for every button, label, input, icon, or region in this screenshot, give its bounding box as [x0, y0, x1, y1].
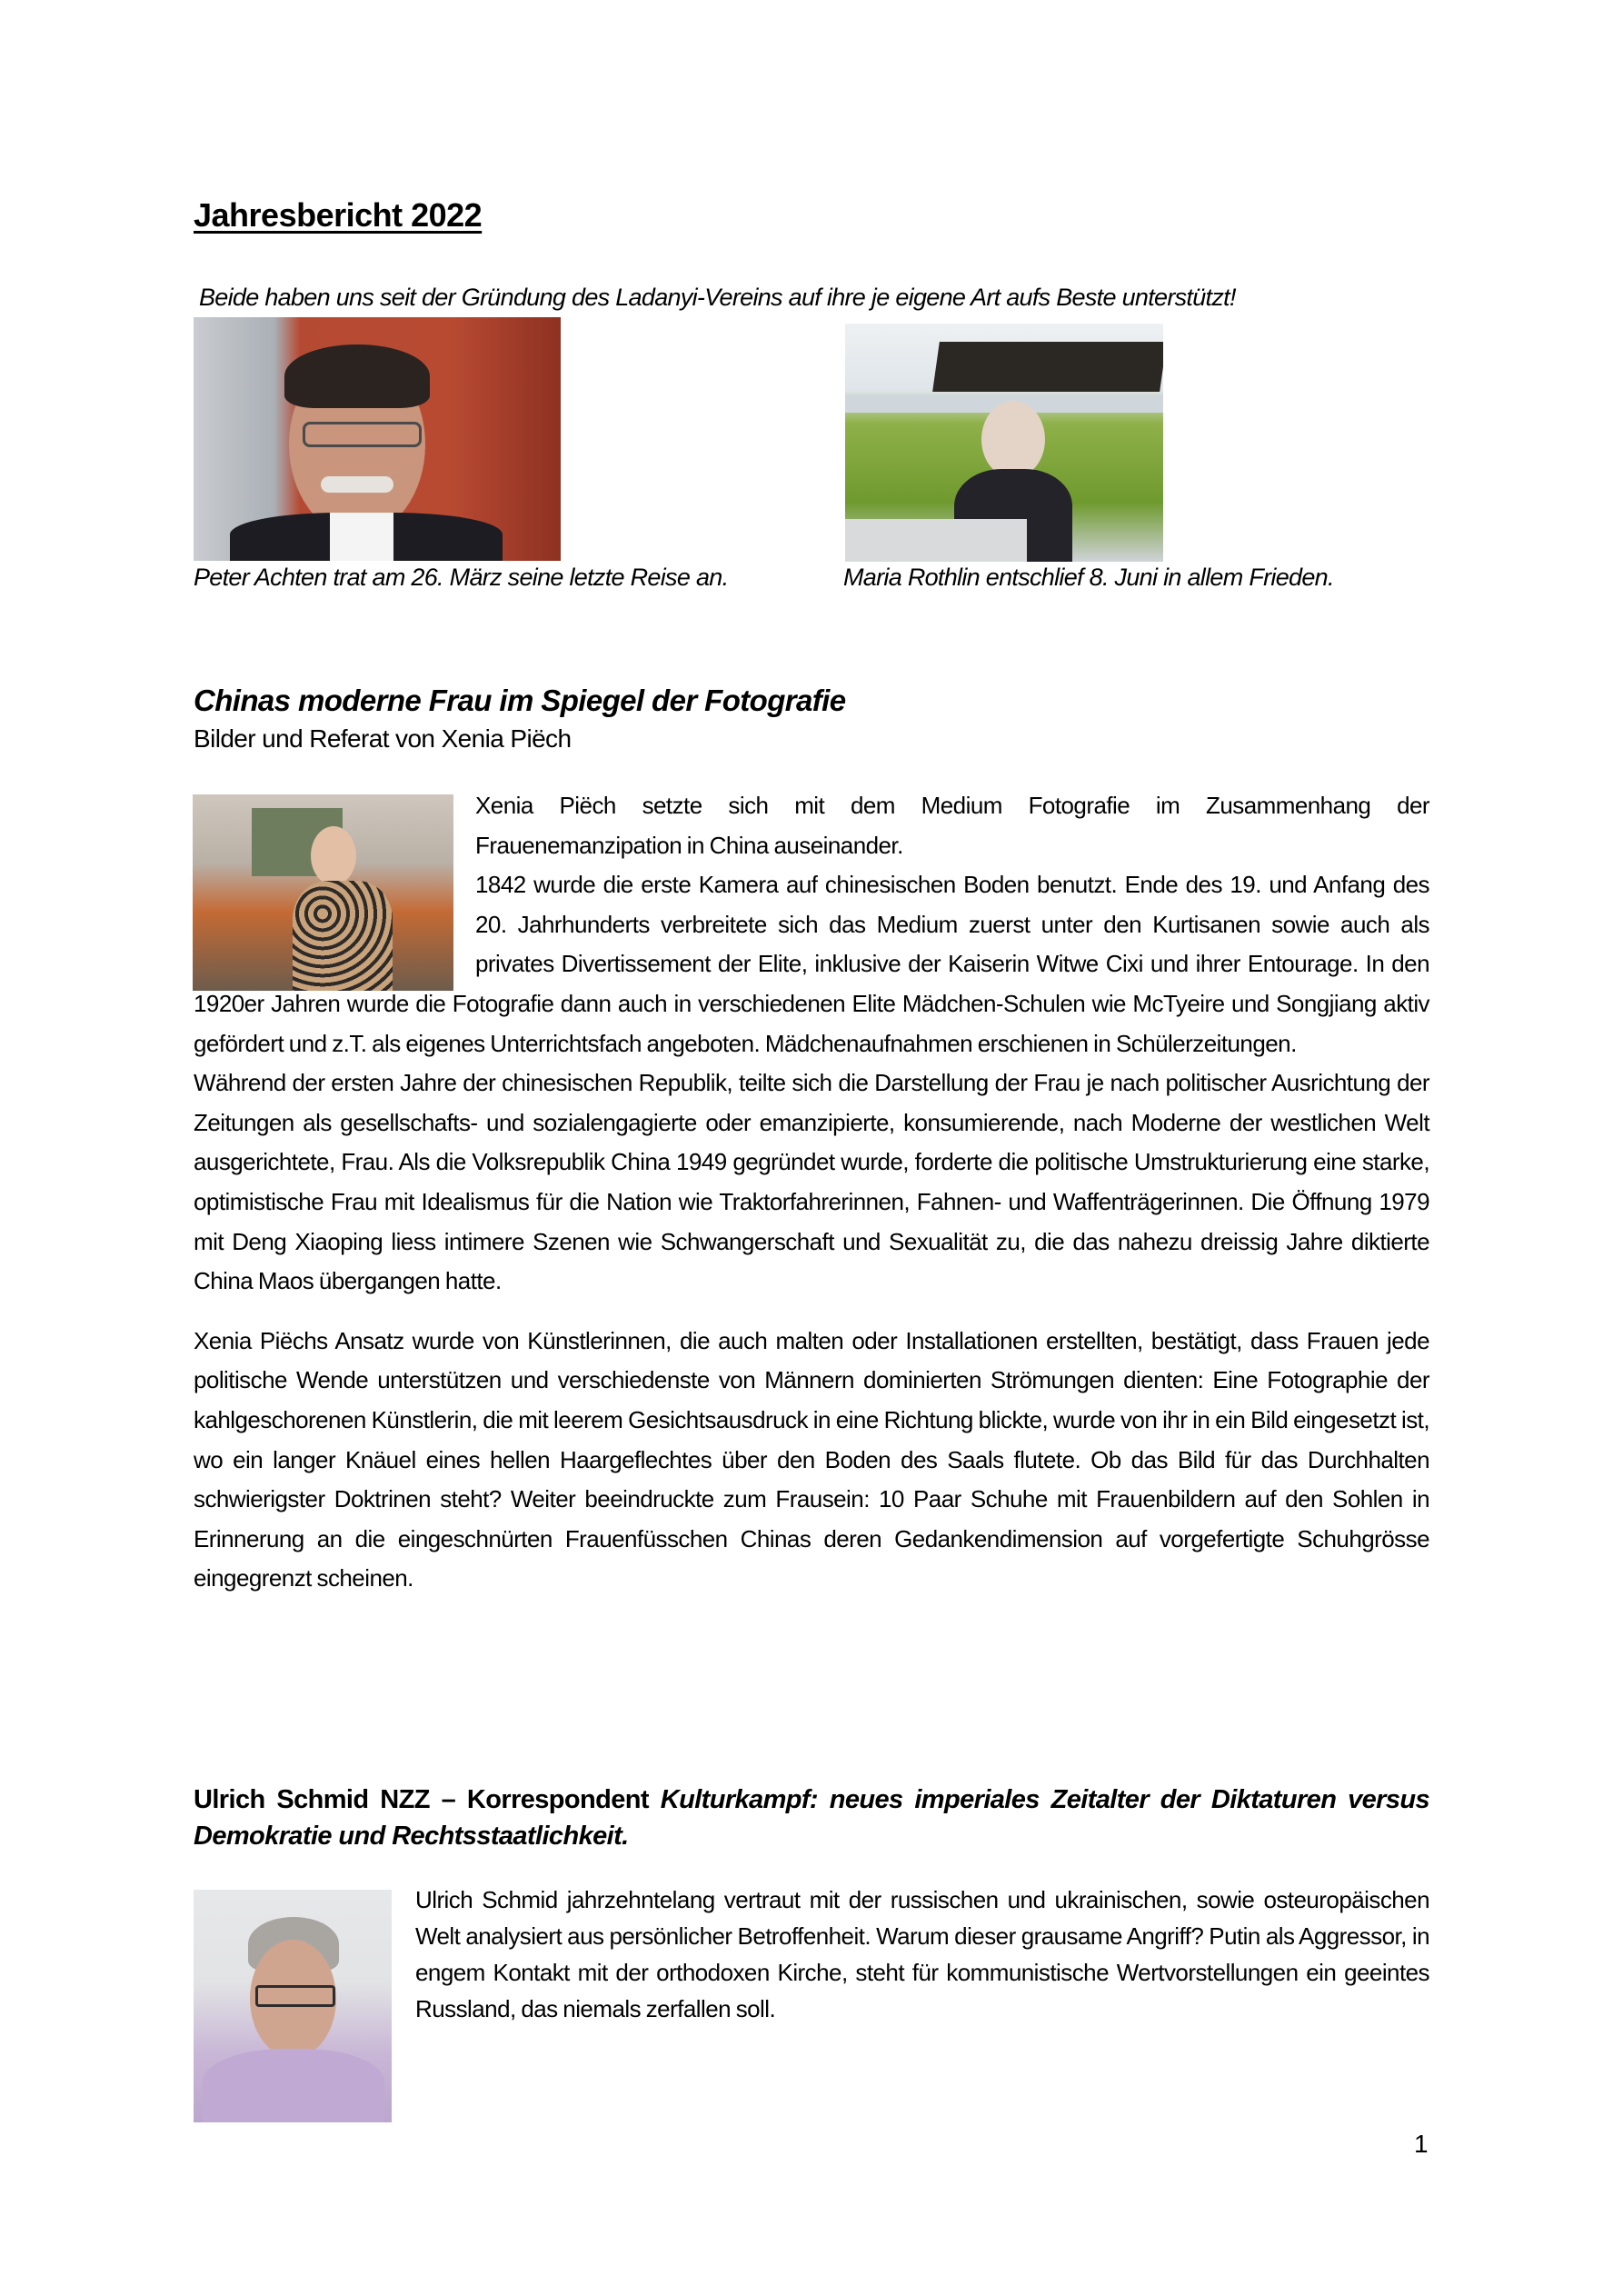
section-heading-china: Chinas moderne Frau im Spiegel der Fotografie	[194, 684, 846, 717]
section-body-ulrich	[415, 1882, 1429, 2027]
pavilion-roof-shape	[932, 342, 1163, 392]
heading-topic: Kulturkampf: neues imperiales Zeitalter der Diktaturen versus Demokratie und Rechtsstaatlichkeit.	[194, 1785, 1429, 1851]
paragraph: Ulrich Schmid jahrzehntelang vertraut mit der russischen und ukrainischen, sowie osteuropäischen Welt analysiert aus persönlicher Betroffenheit. Warum dieser grausame Angriff? Putin als Aggressor, in engem Kontakt mit der orthodoxen Kirche, steht für kommunistische Wertvorstellungen ein geeintes Russland, das niemals zerfallen soll.	[415, 1886, 1429, 2022]
glasses-shape	[303, 422, 422, 447]
moustache-shape	[321, 476, 393, 493]
glasses-shape	[255, 1985, 335, 2007]
paragraph: Während der ersten Jahre der chinesischen Republik, teilte sich die Darstellung der Frau je nach politischer Ausrichtung der Zeitungen als gesellschafts- und sozialengagierte oder emanzipierte, konsumierende, nach Moderne der westlichen Welt ausgerichtete, Frau. Als die Volksrepublik China 1949 gegründet wurde, forderte die politische Umstrukturierung eine starke, optimistische Frau mit Idealismus für die Nation wie Traktorfahrerinnen, Fahnen- und Waffenträgerinnen. Die Öffnung 1979 mit Deng Xiaoping liess intimere Szenen wie Schwangerschaft und Sexualität zu, die das nahezu dreissig Jahre diktierte China Maos übergangen hatte.	[194, 1069, 1429, 1295]
caption-maria-rothlin: Maria Rothlin entschlief 8. Juni in allem Frieden.	[843, 564, 1334, 591]
paragraph: 1842 wurde die erste Kamera auf chinesischen Boden benutzt. Ende des 19. und Anfang des 20. Jahrhunderts verbreitete sich das Medium zuerst unter den Kurtisanen sowie auch als privates Divertissement der Elite, inklusive der Kaiserin Witwe Cixi und ihrer Entourage. In den 1920er Jahren wurde die Fotografie dann auch in verschiedenen Elite Mädchen-Schulen wie McTyeire und Songjiang aktiv gefördert und z.T. als eigenes Unterrichtsfach angeboten. Mädchenaufnahmen erschienen in Schülerzeitungen.	[194, 871, 1429, 1057]
memorial-intro: Beide haben uns seit der Gründung des Ladanyi-Vereins auf ihre je eigene Art aufs Beste unterstützt!	[199, 284, 1236, 311]
photo-ulrich-schmid	[194, 1890, 392, 2122]
shirt-shape	[203, 2049, 384, 2122]
section-subheading-china: Bilder und Referat von Xenia Piëch	[194, 724, 572, 753]
table-shape	[845, 519, 1027, 562]
paragraph: Xenia Piëchs Ansatz wurde von Künstlerinnen, die auch malten oder Installationen erstellten, bestätigt, dass Frauen jede politische Wende unterstützen und verschiedenste von Männern dominierten Strömungen dienten: Eine Fotographie der kahlgeschorenen Künstlerin, die mit leerem Gesichtsausdruck in eine Richtung blickte, wurde von ihr in ein Bild eingesetzt ist, wo ein langer Knäuel eines hellen Haargeflechtes über den Boden des Saals flutete. Ob das Bild für das Durchhalten schwierigster Doktrinen steht? Weiter beeindruckte zum Frausein: 10 Paar Schuhe mit Frauenbildern auf den Sohlen in Erinnerung an die eingeschnürten Frauenfüsschen Chinas deren Gedankendimension auf vorgefertigte Schuhgrösse eingegrenzt scheinen.	[194, 1326, 1429, 1592]
caption-peter-achten: Peter Achten trat am 26. März seine letzte Reise an.	[194, 564, 729, 591]
photo-float-spacer	[194, 786, 475, 982]
section-heading-ulrich	[194, 1782, 1429, 1854]
page-number: 1	[1414, 2130, 1429, 2158]
paragraph: Xenia Piëch setzte sich mit dem Medium Fotografie im Zusammenhang der Frauenemanzipation in China auseinander.	[475, 792, 1429, 859]
photo-peter-achten	[194, 317, 561, 561]
shirt-shape	[330, 513, 393, 561]
section-body-china	[194, 786, 1429, 1599]
face-shape	[981, 401, 1045, 478]
photo-maria-rothlin	[845, 324, 1163, 562]
heading-speaker: Ulrich Schmid NZZ – Korrespondent	[194, 1785, 661, 1814]
page-title: Jahresbericht 2022	[194, 196, 483, 234]
